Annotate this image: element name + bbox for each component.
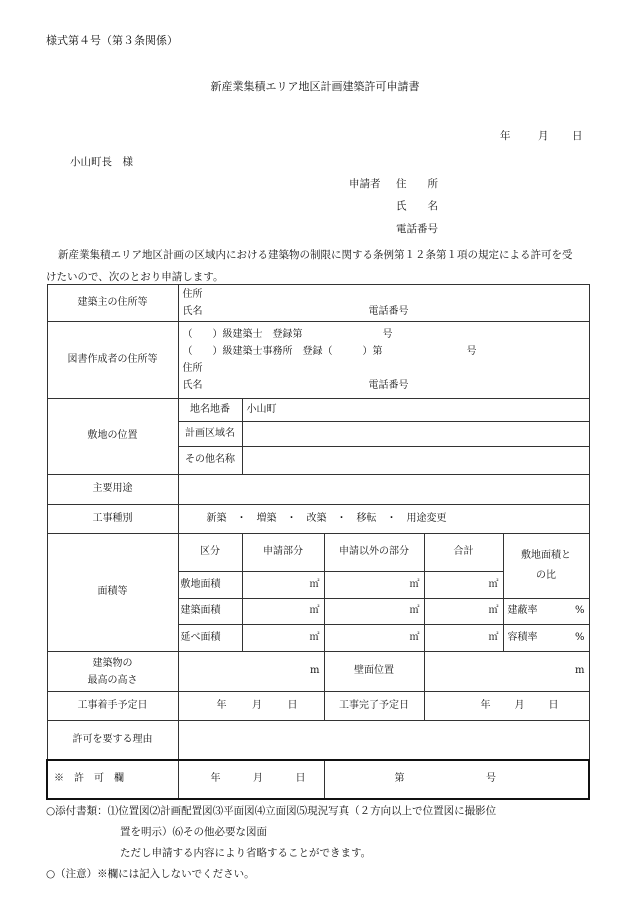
- start-date-field[interactable]: [178, 692, 324, 721]
- designer-architect-suffix: 号: [382, 329, 393, 340]
- height-label-line2: 最高の高さ: [87, 674, 138, 686]
- owner-name-label: 氏名: [182, 306, 203, 317]
- area-building-applied[interactable]: ㎡: [242, 599, 324, 625]
- site-district-field[interactable]: [242, 422, 589, 447]
- owner-row: [47, 285, 589, 322]
- intro-paragraph: 新産業集積エリア地区計画の区域内における建築物の制限に関する条例第１２条第１項の規定による許可を受けたいので、次のとおり申請します。: [46, 249, 573, 283]
- area-site-total[interactable]: ㎡: [424, 572, 503, 599]
- floor-area-ratio-field[interactable]: [503, 625, 589, 652]
- designer-field[interactable]: [178, 322, 589, 399]
- designer-name-label: 氏名: [182, 380, 203, 391]
- site-other-field[interactable]: [242, 447, 589, 475]
- owner-field[interactable]: [178, 285, 589, 322]
- applicant-phone-label: 電話番号: [396, 223, 438, 235]
- area-header-total: 合計: [424, 534, 503, 572]
- owner-address-label: 住所: [182, 289, 203, 300]
- notes-section: [46, 801, 591, 885]
- permit-month: 月: [253, 772, 263, 784]
- work-type-options[interactable]: 新築 ・ 増築 ・ 改築 ・ 移転 ・ 用途変更: [178, 505, 589, 534]
- main-use-label: 主要用途: [47, 475, 178, 505]
- owner-phone-label: 電話番号: [368, 306, 409, 317]
- wall-position-field[interactable]: m: [424, 652, 589, 692]
- date-year-label: 年: [500, 130, 511, 142]
- schedule-row: [47, 692, 589, 721]
- site-lot-label: 地名地番: [178, 399, 242, 422]
- end-date-field[interactable]: [424, 692, 589, 721]
- area-label: 面積等: [47, 534, 178, 652]
- permit-number-prefix: 第: [394, 772, 405, 784]
- coverage-ratio-field[interactable]: [503, 599, 589, 625]
- applicant-address-label: 住 所: [396, 178, 438, 190]
- reason-row: [47, 721, 589, 760]
- permit-number-field: [324, 760, 589, 799]
- area-building-label: 建築面積: [178, 599, 242, 625]
- addressee: 小山町長 様: [70, 156, 133, 168]
- work-type-row: [47, 505, 589, 534]
- area-site-other[interactable]: ㎡: [324, 572, 424, 599]
- coverage-ratio-label: 建蔽率: [507, 605, 538, 617]
- permit-number-suffix: 号: [486, 772, 497, 784]
- area-floor-label: 延べ面積: [178, 625, 242, 652]
- area-header-other: 申請以外の部分: [324, 534, 424, 572]
- permit-label: ※ 許 可 欄: [47, 760, 178, 799]
- area-header-ratio: 敷地面積との比: [503, 534, 589, 599]
- attachments-line2: 置を明示）⑹その他必要な図面: [120, 826, 267, 838]
- application-date: [0, 130, 630, 144]
- coverage-percent: %: [575, 605, 585, 617]
- permit-date-field: [178, 760, 324, 799]
- permit-year: 年: [210, 772, 221, 784]
- area-site-applied[interactable]: ㎡: [242, 572, 324, 599]
- owner-label: 建築主の住所等: [47, 285, 178, 322]
- applicant-label: 申請者: [349, 178, 381, 190]
- reason-field[interactable]: [178, 721, 589, 760]
- area-building-total[interactable]: ㎡: [424, 599, 503, 625]
- designer-phone-label: 電話番号: [368, 380, 409, 391]
- attachments-line3: ただし申請する内容により省略することができます。: [120, 847, 372, 859]
- height-label: [47, 652, 178, 692]
- area-header-category: 区分: [178, 534, 242, 572]
- applicant-name-label: 氏 名: [396, 200, 438, 212]
- site-district-label: 計画区域名: [178, 422, 242, 447]
- area-floor-other[interactable]: ㎡: [324, 625, 424, 652]
- form-number: 様式第４号（第３条関係）: [46, 34, 178, 47]
- wall-position-label: 壁面位置: [324, 652, 424, 692]
- area-header-applied: 申請部分: [242, 534, 324, 572]
- end-date-label: 工事完了予定日: [324, 692, 424, 721]
- designer-office-suffix: 号: [466, 346, 477, 357]
- site-label: 敷地の位置: [47, 399, 178, 475]
- start-day: 日: [287, 699, 298, 711]
- area-floor-total[interactable]: ㎡: [424, 625, 503, 652]
- end-day: 日: [548, 699, 559, 711]
- designer-architect-line: （ ）級建築士 登録第: [182, 329, 303, 340]
- permit-row: [47, 760, 589, 799]
- site-lot-field[interactable]: 小山町: [242, 399, 589, 422]
- floor-area-ratio-label: 容積率: [507, 631, 538, 643]
- date-day-label: 日: [572, 130, 583, 142]
- main-use-field[interactable]: [178, 475, 589, 505]
- height-field[interactable]: m: [178, 652, 324, 692]
- designer-office-line: （ ）級建築士事務所 登録（ ）第: [182, 346, 383, 357]
- designer-row: [47, 322, 589, 399]
- main-use-row: [47, 475, 589, 505]
- area-building-other[interactable]: ㎡: [324, 599, 424, 625]
- end-year: 年: [480, 699, 491, 711]
- start-month: 月: [252, 699, 262, 711]
- permit-day: 日: [295, 772, 306, 784]
- designer-label: 図書作成者の住所等: [47, 322, 178, 399]
- reason-label: 許可を要する理由: [47, 721, 178, 760]
- far-percent: %: [575, 631, 585, 643]
- attachments-line1: ○添付書類：⑴位置図⑵計画配置図⑶平面図⑷立面図⑸現況写真（２方向以上で位置図に撮影位: [46, 805, 497, 817]
- height-label-line1: 建築物の: [92, 657, 133, 669]
- area-floor-applied[interactable]: ㎡: [242, 625, 324, 652]
- end-month: 月: [514, 699, 525, 711]
- designer-address-label: 住所: [182, 363, 203, 374]
- applicant-block: [0, 178, 630, 248]
- caution-note: ○（注意）※欄には記入しないでください。: [46, 868, 255, 880]
- start-date-label: 工事着手予定日: [47, 692, 178, 721]
- date-month-label: 月: [538, 130, 549, 142]
- site-lot-row: [47, 399, 589, 422]
- area-header-row: [47, 534, 589, 572]
- site-other-label: その他名称: [178, 447, 242, 475]
- document-title: 新産業集積エリア地区計画建築許可申請書: [210, 80, 420, 93]
- work-type-label: 工事種別: [47, 505, 178, 534]
- application-form-table: [46, 284, 590, 800]
- start-year: 年: [216, 699, 227, 711]
- height-row: [47, 652, 589, 692]
- area-site-label: 敷地面積: [178, 572, 242, 599]
